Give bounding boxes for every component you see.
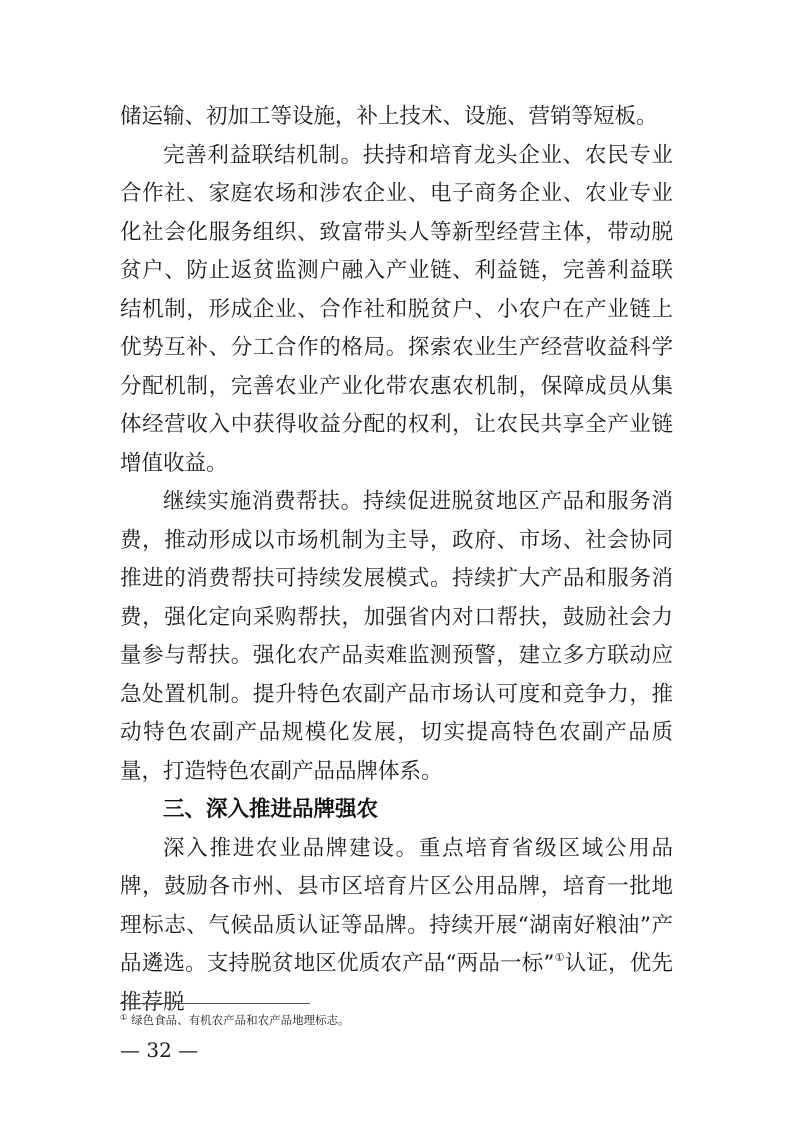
footnote [120,1012,673,1028]
footnote-mark: ① [120,1013,128,1022]
footnote-text: 绿色食品、有机农产品和农产品地理标志。 [131,1013,350,1027]
footnote-reference-mark: ① [554,951,565,964]
paragraph-continuation: 储运输、初加工等设施，补上技术、设施、营销等短板。 [120,104,658,129]
paragraph-text-after-mark: 认证，优先推荐脱 [120,951,673,1015]
body-text [120,98,673,1022]
footnote-separator [120,1003,310,1004]
paragraph-text-before-mark: 深入推进农业品牌建设。重点培育省级区域公用品牌，鼓励各市州、县市区培育片区公用品牌，培育一批地理标志、气候品质认证等品牌。持续开展“湖南好粮油”产品遴选。支持脱贫地区优质农产品“两品一标” [120,835,673,976]
paragraph-consumption-assistance: 继续实施消费帮扶。持续促进脱贫地区产品和服务消费，推动形成以市场机制为主导，政府、市场、社会协同推进的消费帮扶可持续发展模式。持续扩大产品和服务消费，强化定向采购帮扶，加强省内对口帮扶，鼓励社会力量参与帮扶。强化农产品卖难监测预警，建立多方联动应急处置机制。提升特色农副产品市场认可度和竞争力，推动特色农副产品规模化发展，切实提高特色农副产品质量，打造特色农副产品品牌体系。 [120,489,673,784]
section-heading: 三、深入推进品牌强农 [163,797,379,822]
paragraph-brand-building [120,830,673,1023]
page-number: — 32 — [120,1038,199,1062]
paragraph-benefit-linkage: 完善利益联结机制。扶持和培育龙头企业、农民专业合作社、家庭农场和涉农企业、电子商务企业、农业专业化社会化服务组织、致富带头人等新型经营主体，带动脱贫户、防止返贫监测户融入产业链、利益链，完善利益联结机制，形成企业、合作社和脱贫户、小农户在产业链上优势互补、分工合作的格局。探索农业生产经营收益科学分配机制，完善农业产业化带农惠农机制，保障成员从集体经营收入中获得收益分配的权利，让农民共享全产业链增值收益。 [120,142,673,476]
